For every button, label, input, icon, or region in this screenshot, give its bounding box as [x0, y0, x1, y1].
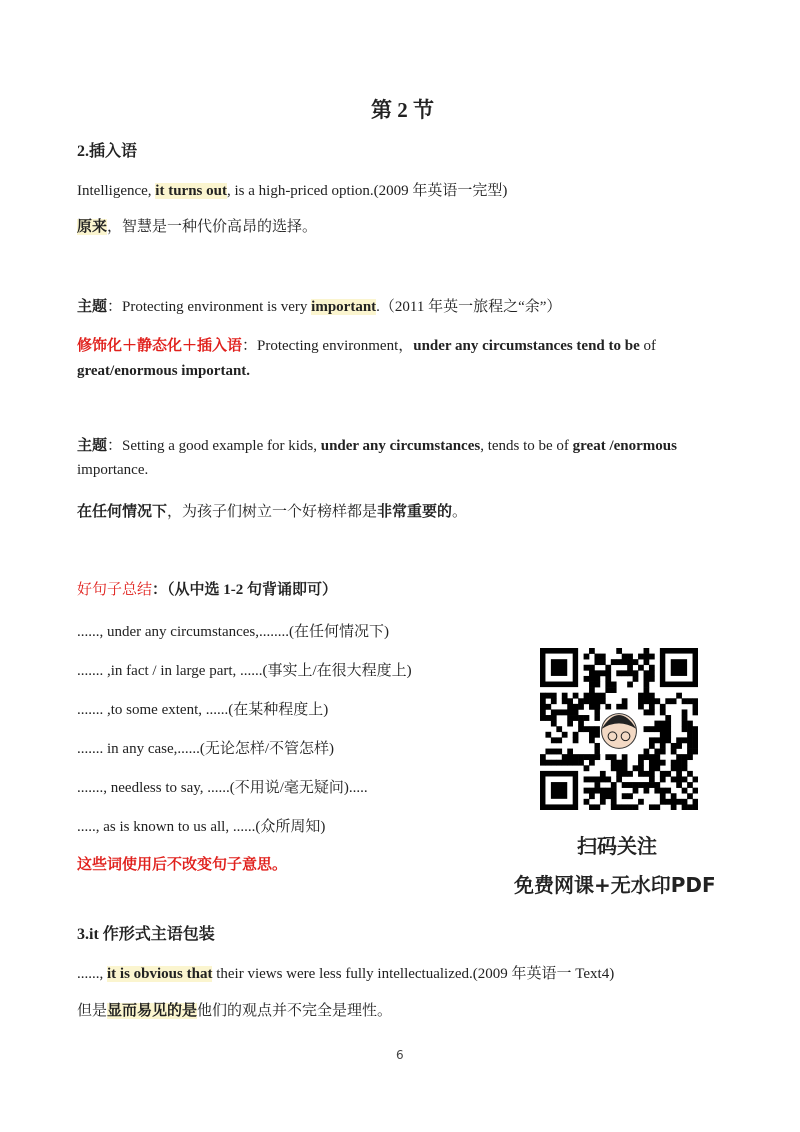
theme-translation-2	[77, 500, 467, 521]
theme1-label: 主题	[77, 299, 108, 315]
theme1-post: .（2011 年英一旅程之“余”）	[376, 299, 562, 315]
theme1-pre: ：Protecting environment is very	[107, 299, 312, 315]
ex3-cn-keyword: 显而易见的是	[107, 1003, 198, 1019]
ex3-cn-pre: 但是	[77, 1003, 108, 1019]
summary-item: ....... ,to some extent, ......(在某种程度上)	[77, 702, 329, 718]
example-translation-3	[77, 999, 392, 1020]
ex1-keyword: it turns out	[155, 183, 227, 199]
ex1-pre: Intelligence,	[77, 183, 156, 199]
summary-item: ......, under any circumstances,........(在任何情况下)	[77, 624, 390, 640]
summary-item: ....... in any case,......(无论怎样/不管怎样)	[77, 741, 335, 757]
ex3-keyword: it is obvious that	[107, 966, 213, 982]
ex1-post: , is a high-priced option.(2009 年英语一完型)	[226, 183, 508, 199]
page-number: 6	[396, 1048, 404, 1062]
summary-item: ....., as is known to us all, ......(众所周知)	[77, 819, 326, 835]
theme2-bold1: under any circumstances	[320, 438, 481, 454]
ex3-post: their views were less fully intellectualized.(2009 年英语一 Text4)	[212, 966, 615, 982]
summary-note: 这些词使用后不改变句子意思。	[77, 857, 288, 873]
mod1-line2: great/enormous important.	[77, 363, 251, 379]
mod1-bold: under any circumstances tend to be	[413, 338, 640, 354]
mod1-pre: ：Protecting environment，	[242, 338, 414, 354]
qr-code-graphic	[540, 648, 698, 810]
theme2-mid: , tends to be of	[480, 438, 573, 454]
modified-sentence-1-line2	[77, 363, 250, 380]
example-translation-1	[77, 215, 317, 236]
qr-caption-free: 免费网课+无水印PDF	[514, 873, 716, 897]
ex1-cn-keyword: 原来	[77, 219, 108, 235]
ex3-pre: ......,	[77, 966, 107, 982]
section-heading-3: 3.it 作形式主语包装	[77, 926, 215, 943]
theme2-cn-bold2: 非常重要的	[377, 504, 453, 520]
theme2-pre: ：Setting a good example for kids,	[107, 438, 321, 454]
summary-item: ......., needless to say, ......(不用说/毫无疑问).....	[77, 780, 368, 796]
theme2-bold2: great /enormous	[572, 438, 677, 454]
theme2-label: 主题	[77, 438, 108, 454]
mod1-mid: of	[639, 338, 657, 354]
ex1-cn-rest: ，智慧是一种代价高昂的选择。	[107, 219, 318, 235]
section-heading-2: 2.插入语	[77, 143, 138, 160]
theme2-cn-end: 。	[452, 504, 468, 520]
theme2-cn-bold1: 在任何情况下	[77, 504, 168, 520]
example-sentence-1	[77, 179, 507, 200]
theme2-line2: importance.	[77, 462, 149, 478]
modified-sentence-1	[77, 334, 656, 355]
mod1-label: 修饰化＋静态化＋插入语	[77, 338, 243, 354]
summary-instruction: ：（从中选 1-2 句背诵即可）	[152, 582, 338, 598]
summary-item: ....... ,in fact / in large part, ......(事实上/在很大程度上)	[77, 663, 412, 679]
theme-sentence-2-line2	[77, 462, 148, 479]
theme2-cn-mid: ，为孩子们树立一个好榜样都是	[167, 504, 378, 520]
theme-sentence-2	[77, 434, 677, 455]
summary-label: 好句子总结	[77, 582, 153, 598]
theme-sentence-1	[77, 295, 561, 316]
page-title: 第 2 节	[371, 98, 434, 122]
summary-heading	[77, 578, 337, 599]
qr-code[interactable]	[540, 648, 698, 810]
qr-caption-follow: 扫码关注	[577, 834, 657, 858]
theme1-keyword: important	[311, 299, 377, 315]
ex3-cn-post: 他们的观点并不完全是理性。	[197, 1003, 393, 1019]
example-sentence-3	[77, 962, 614, 983]
